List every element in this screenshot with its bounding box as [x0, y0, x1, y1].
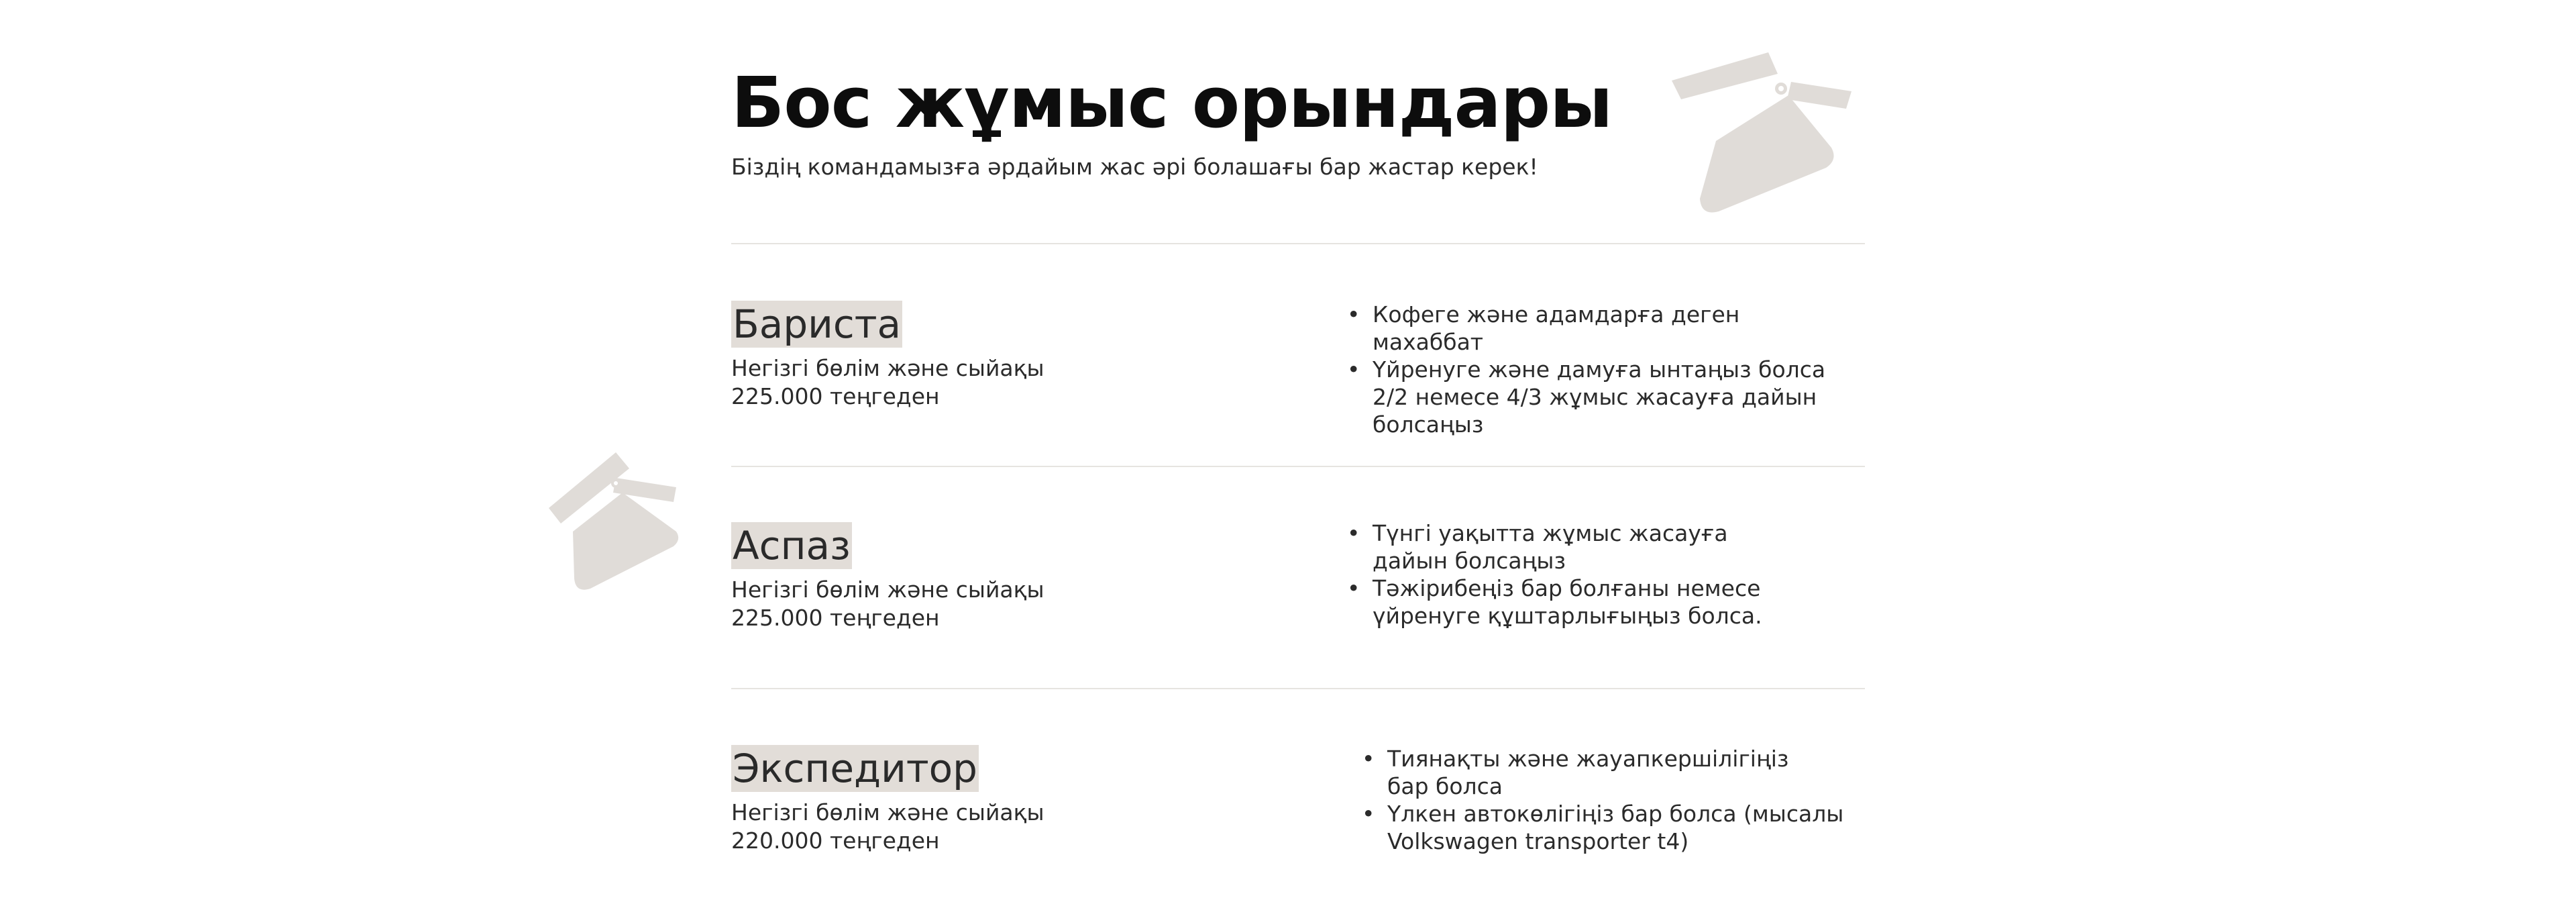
bullet-icon: • — [1347, 520, 1360, 546]
job-title: Аспаз — [733, 523, 851, 568]
job-requirements — [1347, 301, 1857, 438]
job-salary: 225.000 теңгеден — [731, 605, 940, 631]
requirement-item: • Үйренуге және дамуға ынтаңыз болса 2/2 немесе 4/3 жұмыс жасауға дайын болсаңыз — [1347, 356, 1826, 438]
page-title: Бос жұмыс орындары — [731, 62, 1613, 144]
cup-lid-icon — [549, 451, 690, 592]
bullet-icon: • — [1362, 746, 1375, 772]
job-department: Негізгі бөлім және сыйақы — [731, 577, 1044, 603]
divider — [731, 466, 1865, 467]
bullet-icon: • — [1362, 801, 1375, 827]
job-salary: 225.000 теңгеден — [731, 383, 940, 409]
page-subtitle: Біздің командамызға әрдайым жас әрі болашағы бар жастар керек! — [731, 154, 1538, 180]
requirement-item: • Кофеге және адамдарға деген махаббат — [1347, 301, 1740, 355]
bullet-icon: • — [1347, 575, 1360, 601]
divider — [731, 688, 1865, 689]
job-meta — [731, 354, 1044, 411]
job-salary: 220.000 теңгеден — [731, 828, 940, 854]
cup-lid-icon — [1670, 47, 1858, 221]
job-meta — [731, 799, 1044, 855]
requirement-item: • Тәжірибеңіз бар болғаны немесе үйренуге құштарлығыңыз болса. — [1347, 575, 1762, 629]
requirement-item: • Үлкен автокөлігіңіз бар болса (мысалы Volkswagen transporter t4) — [1362, 801, 1844, 854]
job-meta — [731, 576, 1044, 632]
bullet-icon: • — [1347, 301, 1360, 328]
job-department: Негізгі бөлім және сыйақы — [731, 355, 1044, 381]
job-requirements — [1347, 519, 1857, 630]
requirement-item: • Түнгі уақытта жұмыс жасауға дайын болсаңыз — [1347, 520, 1728, 574]
job-department: Негізгі бөлім және сыйақы — [731, 799, 1044, 825]
job-title: Экспедитор — [733, 746, 977, 791]
job-requirements — [1362, 745, 1872, 855]
bullet-icon: • — [1347, 356, 1360, 383]
requirement-item: • Тиянақты және жауапкершілігіңіз бар болса — [1362, 746, 1789, 799]
divider — [731, 243, 1865, 244]
job-title: Бариста — [733, 301, 902, 347]
